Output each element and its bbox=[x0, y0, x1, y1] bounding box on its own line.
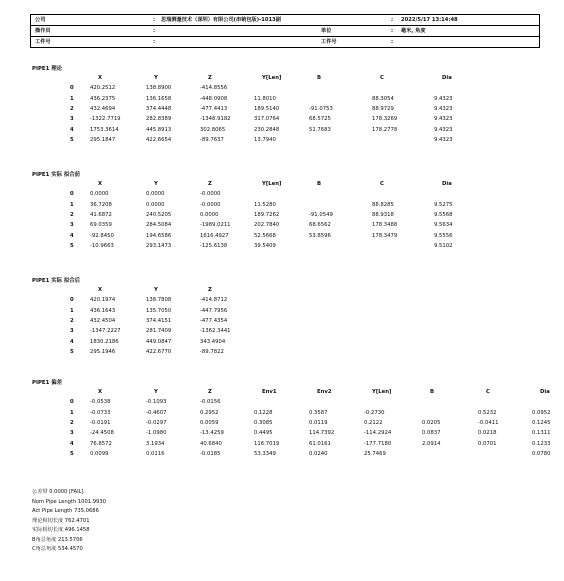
table-cell: 432.4504 bbox=[90, 317, 116, 324]
column-header: Y bbox=[154, 389, 158, 395]
table-cell: -1.0980 bbox=[146, 430, 167, 437]
row-index: 0 bbox=[70, 399, 74, 406]
table-cell: 88.8285 bbox=[372, 201, 394, 208]
table-cell: 293.1473 bbox=[146, 242, 172, 249]
row-index: 2 bbox=[70, 419, 74, 426]
table-cell: 240.5205 bbox=[146, 211, 172, 218]
header-sep: : bbox=[153, 17, 156, 23]
table-cell: 302.8065 bbox=[200, 126, 226, 133]
table-cell: -414.8712 bbox=[200, 297, 228, 304]
row-index: 3 bbox=[70, 222, 74, 229]
table-cell: 9.4323 bbox=[434, 116, 453, 123]
table-cell: 0.0218 bbox=[478, 430, 497, 437]
table-cell: 436.2375 bbox=[90, 95, 116, 102]
table-cell: -24.4508 bbox=[90, 430, 114, 437]
table-cell: 0.0952 bbox=[532, 409, 551, 416]
table-cell: 230.2848 bbox=[254, 126, 280, 133]
header-sep: : bbox=[391, 39, 394, 45]
table-cell: -177.7180 bbox=[364, 440, 392, 447]
table-cell: 0.1233 bbox=[532, 440, 551, 447]
table-cell: -92.8450 bbox=[90, 232, 114, 239]
column-header: Y[Len] bbox=[262, 75, 282, 81]
table-cell: 9.5568 bbox=[434, 211, 453, 218]
header-divider bbox=[31, 36, 539, 37]
table-cell: 281.7409 bbox=[146, 328, 172, 335]
table-cell: 9.5634 bbox=[434, 222, 453, 229]
column-header: X bbox=[98, 389, 103, 395]
row-index: 1 bbox=[70, 307, 74, 314]
column-header: X bbox=[98, 287, 103, 293]
table-cell: 88.9318 bbox=[372, 211, 394, 218]
table-cell: 0.0240 bbox=[309, 450, 328, 457]
operator-label: 操作员 bbox=[35, 28, 51, 34]
column-header: Dia bbox=[442, 181, 452, 187]
table-cell: 178.3269 bbox=[372, 116, 398, 123]
table-cell: -0.0733 bbox=[90, 409, 111, 416]
table-cell: 0.0119 bbox=[309, 419, 328, 426]
report-header bbox=[30, 14, 540, 48]
table-cell: 0.3587 bbox=[309, 409, 328, 416]
row-index: 1 bbox=[70, 409, 74, 416]
table-cell: 0.1311 bbox=[532, 430, 551, 437]
table-cell: 317.0764 bbox=[254, 116, 280, 123]
table-cell: -0.1093 bbox=[146, 399, 167, 406]
column-header: Dia bbox=[442, 75, 452, 81]
header-sep: : bbox=[391, 17, 394, 23]
row-index: 2 bbox=[70, 105, 74, 112]
table-cell: -0.0185 bbox=[200, 450, 221, 457]
column-header: Y[Len] bbox=[262, 181, 282, 187]
table-cell: -0.4607 bbox=[146, 409, 167, 416]
table-cell: 88.9729 bbox=[372, 105, 394, 112]
table-cell: 9.4323 bbox=[434, 126, 453, 133]
table-cell: 39.5409 bbox=[254, 242, 276, 249]
table-cell: 53.3349 bbox=[254, 450, 276, 457]
workorder-label: 工件号 bbox=[35, 39, 51, 45]
header-sep: : bbox=[153, 39, 156, 45]
table-cell: 9.4323 bbox=[434, 136, 453, 143]
table-cell: 53.8596 bbox=[309, 232, 331, 239]
table-cell: -0.0000 bbox=[200, 201, 221, 208]
table-cell: -477.4413 bbox=[200, 105, 228, 112]
column-header: Env1 bbox=[262, 389, 277, 395]
row-index: 2 bbox=[70, 211, 74, 218]
table-cell: 0.2122 bbox=[364, 419, 383, 426]
table-cell: 0.0116 bbox=[146, 450, 165, 457]
column-header: X bbox=[98, 181, 103, 187]
workorder2-label: 工件号 bbox=[321, 39, 337, 45]
table-cell: -91.0549 bbox=[309, 211, 333, 218]
tolerance-line: 公差带 0.0000 [FAIL] bbox=[32, 489, 84, 495]
table-cell: 68.6562 bbox=[309, 222, 331, 229]
table-cell: 295.1946 bbox=[90, 348, 116, 355]
table-cell: 420.1974 bbox=[90, 297, 116, 304]
table-cell: -0.0191 bbox=[90, 419, 111, 426]
table-cell: -0.2730 bbox=[364, 409, 385, 416]
table-cell: 1753.3614 bbox=[90, 126, 119, 133]
row-index: 5 bbox=[70, 450, 74, 457]
row-index: 4 bbox=[70, 440, 74, 447]
table-cell: 189.7262 bbox=[254, 211, 280, 218]
column-header: B bbox=[317, 75, 322, 81]
table-cell: 25.7469 bbox=[364, 450, 386, 457]
table-cell: 0.0000 bbox=[146, 201, 165, 208]
section-title: PIPE1 实际 拟合后 bbox=[32, 278, 81, 284]
table-cell: -414.8556 bbox=[200, 85, 228, 92]
table-cell: 11.8010 bbox=[254, 95, 276, 102]
column-header: Y bbox=[154, 287, 158, 293]
table-cell: 178.3479 bbox=[372, 232, 398, 239]
table-cell: 116.7019 bbox=[254, 440, 280, 447]
table-cell: 36.7208 bbox=[90, 201, 112, 208]
section-title: PIPE1 理论 bbox=[32, 66, 62, 72]
act-pipe-length-line: Act Pipe Length 735.0686 bbox=[32, 508, 99, 514]
table-cell: 138.7808 bbox=[146, 297, 172, 304]
table-cell: 9.5102 bbox=[434, 242, 453, 249]
table-cell: 178.3488 bbox=[372, 222, 398, 229]
table-cell: 0.0000 bbox=[146, 191, 165, 198]
table-cell: 0.1245 bbox=[532, 419, 551, 426]
table-cell: -1362.3441 bbox=[200, 328, 231, 335]
table-cell: 2.0914 bbox=[422, 440, 441, 447]
table-cell: 0.1228 bbox=[254, 409, 273, 416]
row-index: 3 bbox=[70, 116, 74, 123]
table-cell: 11.5280 bbox=[254, 201, 276, 208]
column-header: Dia bbox=[540, 389, 550, 395]
table-cell: 0.2952 bbox=[200, 409, 219, 416]
table-cell: 295.1847 bbox=[90, 136, 116, 143]
column-header: C bbox=[380, 75, 384, 81]
table-cell: 194.6586 bbox=[146, 232, 172, 239]
column-header: Y[Len] bbox=[372, 389, 392, 395]
row-index: 1 bbox=[70, 201, 74, 208]
table-cell: -1347.2227 bbox=[90, 328, 121, 335]
column-header: B bbox=[317, 181, 322, 187]
table-cell: -448.0908 bbox=[200, 95, 228, 102]
table-cell: 1830.2186 bbox=[90, 338, 119, 345]
table-cell: -0.0297 bbox=[146, 419, 167, 426]
table-cell: 343.4904 bbox=[200, 338, 226, 345]
table-cell: 374.4448 bbox=[146, 105, 172, 112]
column-header: B bbox=[430, 389, 435, 395]
table-cell: 0.0000 bbox=[90, 191, 109, 198]
table-cell: -10.9663 bbox=[90, 242, 114, 249]
table-cell: -447.7956 bbox=[200, 307, 228, 314]
table-cell: 135.7050 bbox=[146, 307, 172, 314]
table-cell: -89.7822 bbox=[200, 348, 224, 355]
table-cell: -1348.9182 bbox=[200, 116, 231, 123]
table-cell: -477.4354 bbox=[200, 317, 228, 324]
table-cell: 178.2778 bbox=[372, 126, 398, 133]
table-cell: -125.6138 bbox=[200, 242, 228, 249]
column-header: Z bbox=[208, 181, 212, 187]
table-cell: 76.8572 bbox=[90, 440, 112, 447]
column-header: C bbox=[380, 181, 384, 187]
row-index: 2 bbox=[70, 317, 74, 324]
table-cell: -0.0411 bbox=[478, 419, 499, 426]
table-cell: 0.0780 bbox=[532, 450, 551, 457]
table-cell: 1616.4927 bbox=[200, 232, 229, 239]
row-index: 4 bbox=[70, 338, 74, 345]
table-cell: 114.7392 bbox=[309, 430, 335, 437]
table-cell: 0.0099 bbox=[90, 450, 109, 457]
unit-value: 毫米, 角度 bbox=[401, 28, 426, 34]
table-cell: 282.8389 bbox=[146, 116, 172, 123]
row-index: 4 bbox=[70, 126, 74, 133]
section-title: PIPE1 偏差 bbox=[32, 380, 62, 386]
b-angle-total-line: B角总角度 213.5706 bbox=[32, 536, 83, 543]
table-cell: 3.1934 bbox=[146, 440, 165, 447]
table-cell: 202.7840 bbox=[254, 222, 280, 229]
row-index: 3 bbox=[70, 328, 74, 335]
table-cell: 189.5140 bbox=[254, 105, 280, 112]
nom-pipe-length-line: Nom Pipe Length 1001.9930 bbox=[32, 498, 106, 505]
table-cell: 9.5275 bbox=[434, 201, 453, 208]
table-cell: 61.0161 bbox=[309, 440, 331, 447]
table-cell: 9.4323 bbox=[434, 105, 453, 112]
actual-tangent-length-line: 实际相切长度 496.1458 bbox=[32, 527, 90, 533]
row-index: 3 bbox=[70, 430, 74, 437]
row-index: 5 bbox=[70, 348, 74, 355]
table-cell: 436.1643 bbox=[90, 307, 116, 314]
table-cell: 68.5725 bbox=[309, 116, 331, 123]
column-header: Y bbox=[154, 181, 158, 187]
table-cell: 9.5556 bbox=[434, 232, 453, 239]
column-header: Y bbox=[154, 75, 158, 81]
table-cell: 41.6872 bbox=[90, 211, 112, 218]
row-index: 0 bbox=[70, 85, 74, 92]
column-header: Z bbox=[208, 287, 212, 293]
table-cell: 0.0837 bbox=[422, 430, 441, 437]
table-cell: 40.6840 bbox=[200, 440, 222, 447]
table-cell: 374.4151 bbox=[146, 317, 172, 324]
row-index: 1 bbox=[70, 95, 74, 102]
header-sep: : bbox=[153, 28, 156, 34]
table-cell: 284.5084 bbox=[146, 222, 172, 229]
row-index: 4 bbox=[70, 232, 74, 239]
header-divider bbox=[31, 25, 539, 26]
row-index: 0 bbox=[70, 191, 74, 198]
table-cell: 0.0059 bbox=[200, 419, 219, 426]
table-cell: 449.0847 bbox=[146, 338, 172, 345]
column-header: C bbox=[486, 389, 490, 395]
unit-label: 单位 bbox=[321, 28, 332, 34]
table-cell: 445.8913 bbox=[146, 126, 172, 133]
table-cell: 0.4495 bbox=[254, 430, 273, 437]
table-cell: -0.0538 bbox=[90, 399, 111, 406]
table-cell: -1322.7719 bbox=[90, 116, 121, 123]
table-cell: 136.1658 bbox=[146, 95, 172, 102]
company-label: 公司 bbox=[35, 17, 46, 23]
column-header: Z bbox=[208, 389, 212, 395]
table-cell: -91.0753 bbox=[309, 105, 333, 112]
table-cell: 0.0701 bbox=[478, 440, 497, 447]
table-cell: 138.8900 bbox=[146, 85, 172, 92]
datetime-value: 2022/5/17 13:14:48 bbox=[401, 17, 458, 23]
table-cell: 0.5232 bbox=[478, 409, 497, 416]
header-sep: : bbox=[391, 28, 394, 34]
table-cell: 51.7683 bbox=[309, 126, 331, 133]
column-header: Env2 bbox=[317, 389, 332, 395]
row-index: 5 bbox=[70, 242, 74, 249]
summary-block bbox=[32, 488, 106, 555]
c-angle-total-line: C角总角度 534.4570 bbox=[32, 546, 83, 552]
row-index: 5 bbox=[70, 136, 74, 143]
table-cell: 432.4694 bbox=[90, 105, 116, 112]
table-cell: 422.6654 bbox=[146, 136, 172, 143]
column-header: X bbox=[98, 75, 103, 81]
table-cell: 422.6770 bbox=[146, 348, 172, 355]
table-cell: -0.0000 bbox=[200, 191, 221, 198]
table-cell: 13.7940 bbox=[254, 136, 276, 143]
row-index: 0 bbox=[70, 297, 74, 304]
table-cell: -0.0156 bbox=[200, 399, 221, 406]
table-cell: -114.2924 bbox=[364, 430, 392, 437]
column-header: Z bbox=[208, 75, 212, 81]
table-cell: 9.4323 bbox=[434, 95, 453, 102]
table-cell: 420.2512 bbox=[90, 85, 116, 92]
table-cell: 52.5668 bbox=[254, 232, 276, 239]
table-cell: 0.3085 bbox=[254, 419, 273, 426]
table-cell: 0.0205 bbox=[422, 419, 441, 426]
table-cell: -1989.0211 bbox=[200, 222, 231, 229]
table-cell: 69.0359 bbox=[90, 222, 112, 229]
table-cell: 0.0000 bbox=[200, 211, 219, 218]
company-value: 思瑞测量技术（深圳）有限公司(串销包版)-1013副 bbox=[161, 17, 281, 23]
table-cell: 88.3054 bbox=[372, 95, 394, 102]
theory-tangent-length-line: 理论相切长度 762.4701 bbox=[32, 517, 90, 524]
section-title: PIPE1 实际 拟合前 bbox=[32, 172, 81, 178]
table-cell: -13.4259 bbox=[200, 430, 224, 437]
table-cell: -89.7637 bbox=[200, 136, 224, 143]
